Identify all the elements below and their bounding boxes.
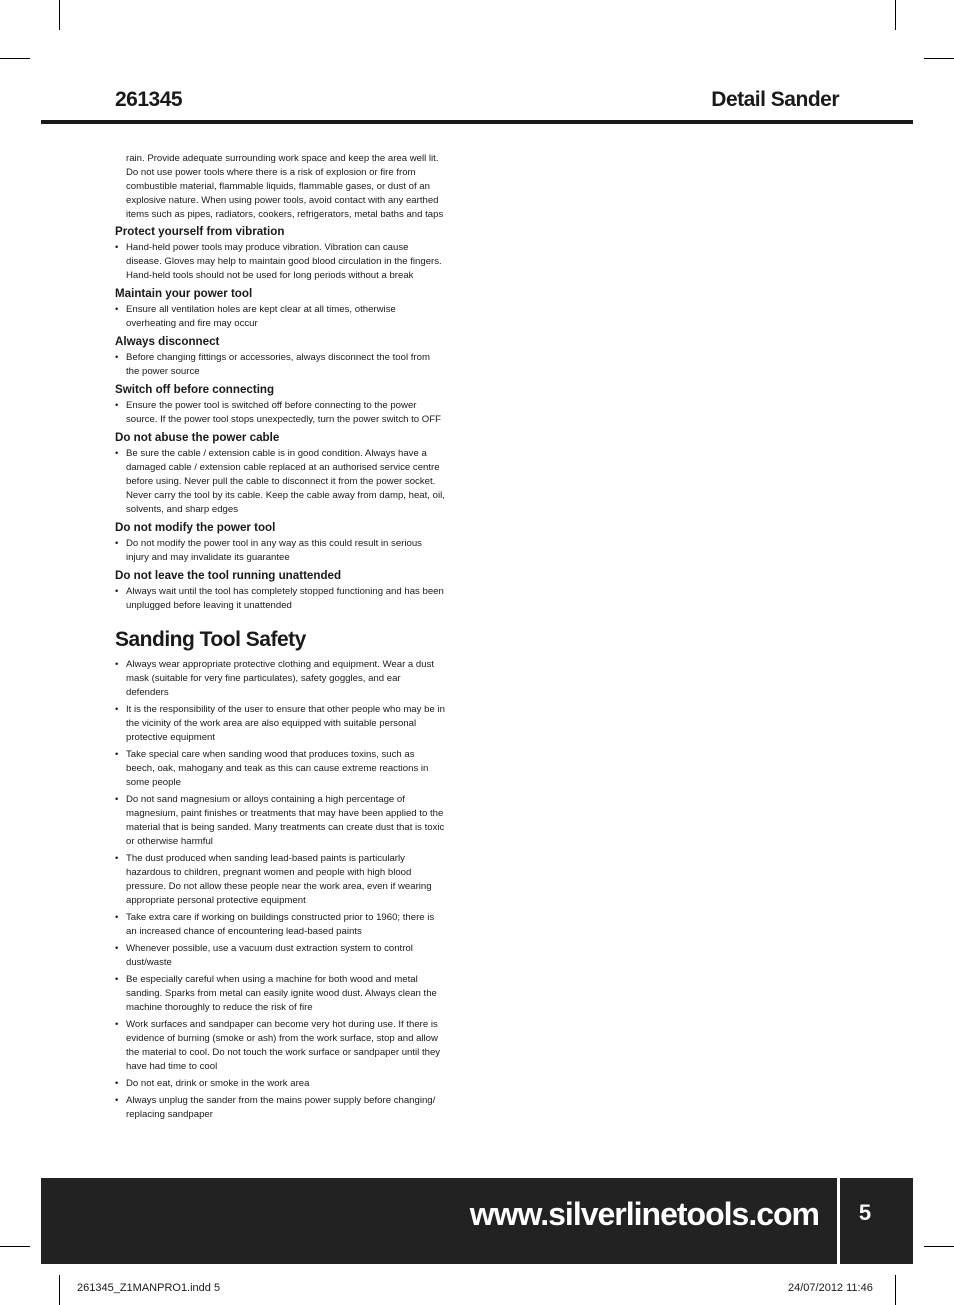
intro-paragraph: rain. Provide adequate surrounding work space and keep the area well lit. Do not use power tools where there is a risk of explosion or fire from combustible material, flammable liquids, flammable gases, or dust of an explosive nature. When using power tools, avoid contact with any earthed items such as pipes, radiators, cookers, refrigerators, metal baths and taps [126,153,444,220]
section-heading: Protect yourself from vibration [115,225,285,238]
bullet-item: • Work surfaces and sandpaper can become very hot during use. If there is evidence of burning (smoke or ash) from the work surface, stop and allow the material to cool. Do not touch the work surface or sandpaper until they have had time to cool [115,1018,445,1074]
bullet-item: • Always wait until the tool has completely stopped functioning and has been unplugged before leaving it unattended [115,585,445,613]
section-bullets [115,585,445,613]
product-name: Detail Sander [711,88,839,111]
section-bullets [115,537,445,565]
section-bullets [115,399,445,427]
slug-file: 261345_Z1MANPRO1.indd 5 [77,1282,221,1294]
crop-mark [924,1246,954,1247]
section-heading: Do not leave the tool running unattended [115,569,342,582]
section-bullets [115,447,445,517]
section-heading: Maintain your power tool [115,287,253,300]
slug-datetime: 24/07/2012 11:46 [788,1282,873,1294]
bullet-item: • Ensure the power tool is switched off before connecting to the power source. If the power tool stops unexpectedly, turn the power switch to OFF [115,399,445,427]
footer-bar [41,1178,913,1264]
section-bullets [115,351,445,379]
section-bullets [115,303,445,331]
bullet-item: • Hand-held power tools may produce vibration. Vibration can cause disease. Gloves may help to maintain good blood circulation in the fingers. Hand-held tools should not be used for long periods without a break [115,241,445,283]
bullet-item: • Be especially careful when using a machine for both wood and metal sanding. Sparks from metal can easily ignite wood dust. Always clean the machine thoroughly to reduce the risk of fire [115,973,445,1015]
section-heading: Do not abuse the power cable [115,431,280,444]
section-heading: Do not modify the power tool [115,521,276,534]
bullet-item: • Do not modify the power tool in any way as this could result in serious injury and may invalidate its guarantee [115,537,445,565]
section-bullets [115,241,445,283]
sanding-safety-heading: Sanding Tool Safety [115,628,306,651]
bullet-item: • Do not eat, drink or smoke in the work area [115,1077,445,1091]
crop-mark [59,1275,60,1305]
crop-mark [895,1275,896,1305]
bullet-item: • Take special care when sanding wood that produces toxins, such as beech, oak, mahogany and teak as this can cause extreme reactions in some people [115,748,445,790]
safety-sections [115,224,445,613]
main-content [115,152,445,1125]
section-heading: Switch off before connecting [115,383,275,396]
header-rule [41,120,913,124]
bullet-item: • It is the responsibility of the user to ensure that other people who may be in the vicinity of the work area are also equipped with suitable personal protective equipment [115,703,445,745]
crop-mark [895,0,896,30]
section-heading: Always disconnect [115,335,220,348]
bullet-item: • Always unplug the sander from the mains power supply before changing/ replacing sandpaper [115,1094,445,1122]
footer-divider [837,1178,840,1264]
bullet-item: • Do not sand magnesium or alloys containing a high percentage of magnesium, paint finishes or treatments that may have been applied to the material that is being sanded. Many treatments can create dust that is toxic or otherwise harmful [115,793,445,849]
bullet-item: • Take extra care if working on buildings constructed prior to 1960; there is an increased chance of encountering lead-based paints [115,911,445,939]
bullet-item: • Be sure the cable / extension cable is in good condition. Always have a damaged cable / extension cable replaced at an authorised service centre before using. Never pull the cable to disconnect it from the power socket. Never carry the tool by its cable. Keep the cable away from damp, heat, oil, solvents, and sharp edges [115,447,445,517]
sanding-safety-list [115,658,445,1122]
crop-mark [0,58,30,59]
bullet-item: • Ensure all ventilation holes are kept clear at all times, otherwise overheating and fire may occur [115,303,445,331]
bullet-item: • Always wear appropriate protective clothing and equipment. Wear a dust mask (suitable for very fine particulates), safety goggles, and ear defenders [115,658,445,700]
crop-mark [59,0,60,30]
crop-mark [924,58,954,59]
crop-mark [0,1246,30,1247]
website-url[interactable]: www.silverlinetools.com [469,1196,819,1232]
page-number: 5 [858,1200,872,1225]
bullet-item: • The dust produced when sanding lead-based paints is particularly hazardous to children, pregnant women and people with high blood pressure. Do not allow these people near the work area, even if wearing appropriate personal protective equipment [115,852,445,908]
bullet-item: • Whenever possible, use a vacuum dust extraction system to control dust/waste [115,942,445,970]
product-code: 261345 [115,88,183,111]
bullet-item: • Before changing fittings or accessories, always disconnect the tool from the power source [115,351,445,379]
page-header [41,84,913,124]
